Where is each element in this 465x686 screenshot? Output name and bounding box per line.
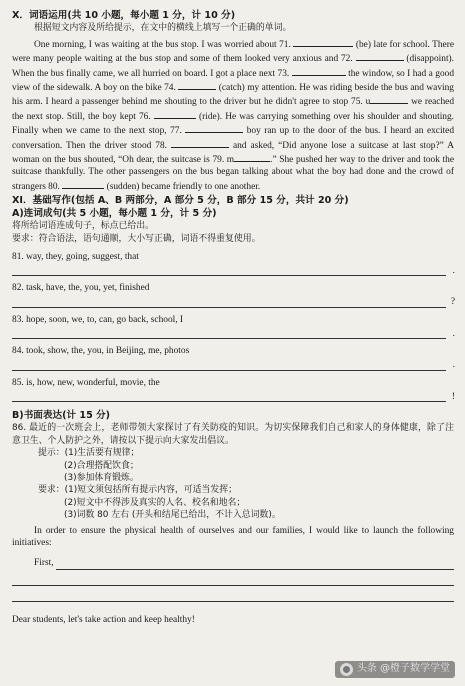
blank-73[interactable]: [292, 66, 346, 76]
blank-75[interactable]: [370, 94, 408, 104]
partA-instruction-2: 要求：符合语法，语句通顺，大小写正确，词语不得重复使用。: [12, 233, 261, 244]
blank-77[interactable]: [185, 123, 243, 133]
requirements: 要求：(1)短文须包括所有提示内容，可适当发挥；: [38, 485, 237, 496]
first-label: First,: [34, 558, 54, 569]
essay-opening: In order to ensure the physical health of ourselves and our families, I would like to launch the following initiatives:: [12, 525, 454, 548]
answer-line-81[interactable]: .: [12, 263, 446, 276]
section10-title: X．词语运用(共 10 小题，每小题 1 分，计 10 分): [12, 10, 236, 21]
essay-line-1[interactable]: [56, 559, 454, 570]
sentence-items: [12, 251, 454, 402]
essay-closing: Dear students, let's take action and keep healthy!: [12, 614, 195, 625]
blank-71[interactable]: [293, 37, 353, 47]
sentence-item-85: 85. is, how, new, wonderful, movie, the !: [12, 377, 455, 402]
answer-line-84[interactable]: .: [12, 358, 446, 371]
section10-instruction: 根据短文内容及所给提示，在文中的横线上填写一个正确的单词。: [34, 23, 292, 34]
exam-page: [12, 10, 454, 626]
essay-line-2[interactable]: [12, 573, 454, 586]
partB-prompt: 86. 最近的一次班会上，老师带领大家探讨了有关防疫的知识。为切实保障我们自己和家人的身体健康，除了注意卫生、个人防护之外，请按以下提示向大家发出倡议。: [12, 423, 454, 446]
answer-line-85[interactable]: !: [12, 389, 446, 402]
blank-79[interactable]: [234, 152, 270, 162]
requirement-2: (2)短文中不得涉及真实的人名、校名和地名；: [64, 497, 246, 508]
essay-first-row: [12, 557, 454, 569]
hint-3: (3)参加体育锻炼。: [64, 472, 139, 483]
partA-title: A)连词成句(共 5 小题，每小题 1 分，计 5 分): [12, 207, 217, 219]
essay-line-3[interactable]: [12, 589, 454, 602]
cloze-passage: One morning, I was waiting at the bus stop. I was worried about 71. (be) late for school. There were many people waiting at the bus stop and some of them looked very anxious and 72. (disappoint). When the bus finally came, we all hurried on board. I got a place next 73. the window, so I had a good view of the sidewalk. A boy on the bike 74. (catch) my attention. He was riding beside the bus and waving his arm. I heard a passenger behind me shouting to the driver but he didn't agree to stop 75. u we reached the next stop. Still, the boy kept 76. (ride). He was carrying something over his shoulder and shouting. Finally when we came to the next stop, 77. boy ran up to the door of the bus. I heard an excited conversation. Then the driver stood 78. and asked, “Did anyone lose a suitcase at last stop?” A woman on the bus shouted, “Oh dear, the suitcase is 79. m .” She pushed her way to the driver and took the suitcase thankfully. The other passengers on the bus began talking about what the boy had done and the crowd of strangers 80. (sudden) became friendly to one another.: [12, 37, 454, 193]
blank-80[interactable]: [62, 179, 104, 189]
answer-line-83[interactable]: .: [12, 326, 446, 339]
partA-instruction-1: 将所给词语连成句子，标点已给出。: [12, 221, 154, 232]
partB-title: B)书面表达(计 15 分): [12, 409, 111, 421]
hints: 提示：(1)生活要有规律；: [38, 448, 140, 459]
blank-76[interactable]: [154, 109, 196, 119]
blank-72[interactable]: [356, 51, 404, 61]
sentence-item-81: 81. way, they, going, suggest, that .: [12, 251, 455, 276]
watermark-logo-icon: [340, 663, 353, 676]
blank-74[interactable]: [178, 80, 216, 90]
sentence-item-82: 82. task, have, the, you, yet, finished ?: [12, 283, 455, 308]
answer-line-82[interactable]: ?: [12, 295, 446, 308]
requirement-3: (3)词数 80 左右 (开头和结尾已给出，不计入总词数)。: [64, 510, 281, 521]
watermark: 头条 @橙子数学学堂: [335, 661, 455, 678]
hint-2: (2)合理搭配饮食；: [64, 460, 139, 471]
blank-78[interactable]: [171, 138, 229, 148]
section11-title: XI．基础写作(包括 A、B 两部分，A 部分 5 分，B 部分 15 分，共计 20 分): [12, 195, 349, 207]
sentence-item-84: 84. took, show, the, you, in Beijing, me, photos .: [12, 346, 455, 371]
sentence-item-83: 83. hope, soon, we, to, can, go back, school, I .: [12, 314, 455, 339]
